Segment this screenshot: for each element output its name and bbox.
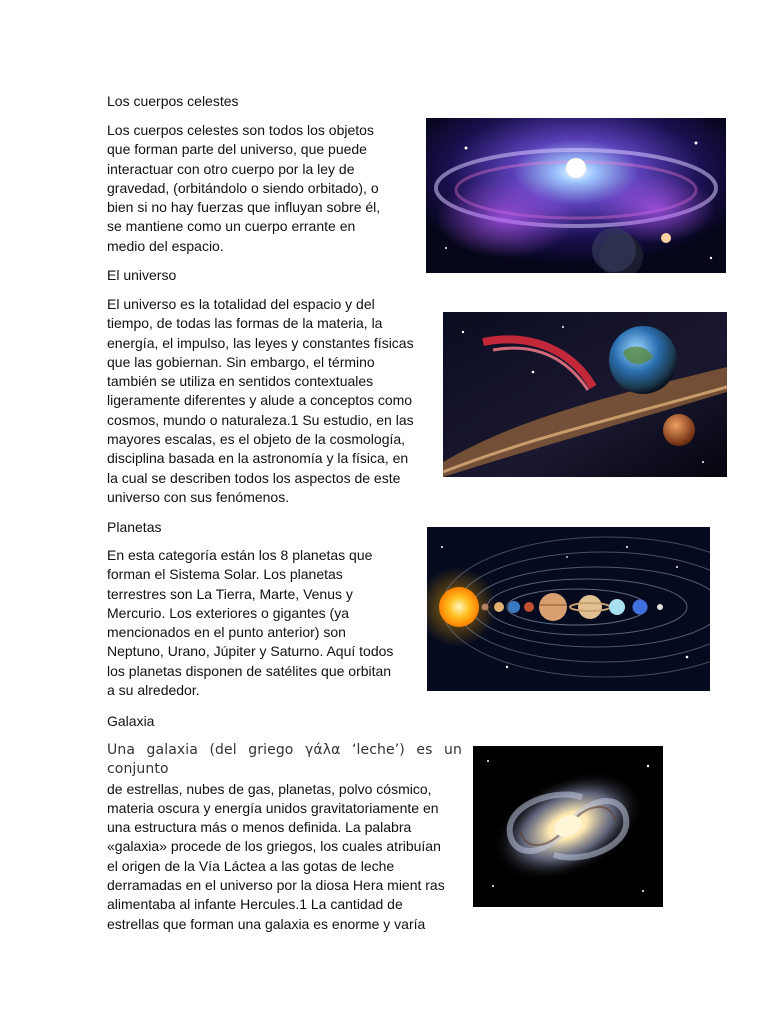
paragraph-galaxia bbox=[107, 741, 462, 934]
text-line: los planetas disponen de satélites que orbitan bbox=[107, 662, 392, 679]
text-line: estrellas que forman una galaxia es enorme y varía bbox=[107, 915, 426, 932]
text-line: también se utiliza en sentidos contextuales bbox=[107, 373, 374, 390]
solar-system-image bbox=[427, 527, 710, 691]
section-heading-universo: El universo bbox=[107, 267, 177, 283]
planets-space-image bbox=[443, 312, 727, 477]
text-line: el origen de la Vía Láctea a las gotas de leche bbox=[107, 857, 395, 874]
text-line: a su alrededor. bbox=[107, 682, 200, 699]
paragraph-cuerpos-celestes bbox=[107, 121, 407, 256]
text-line: una estructura más o menos definida. La palabra bbox=[107, 819, 412, 836]
text-line: derramadas en el universo por la diosa Hera mient ras bbox=[107, 877, 445, 894]
paragraph-planetas bbox=[107, 546, 415, 700]
text-line: El universo es la totalidad del espacio y del bbox=[107, 296, 375, 312]
text-line: tiempo, de todas las formas de la materia, la bbox=[107, 315, 383, 332]
text-line: ligeramente diferentes y alude a conceptos como bbox=[107, 392, 413, 409]
text-line: que las gobiernan. Sin embargo, el término bbox=[107, 353, 375, 370]
section-heading-galaxia: Galaxia bbox=[107, 713, 155, 729]
cosmic-nebula-image bbox=[426, 118, 726, 273]
text-line: forman el Sistema Solar. Los planetas bbox=[107, 566, 343, 583]
text-line: alimentaba al infante Hercules.1 La cantidad de bbox=[107, 896, 403, 913]
text-line: materia oscura y energía unidos gravitatoriamente en bbox=[107, 799, 439, 816]
text-line: medio del espacio. bbox=[107, 237, 224, 254]
text-line: se mantiene como un cuerpo errante en bbox=[107, 218, 356, 235]
spiral-galaxy-image bbox=[473, 746, 663, 907]
text-line: En esta categoría están los 8 planetas que bbox=[107, 547, 373, 563]
text-line: universo con sus fenómenos. bbox=[107, 488, 290, 505]
text-line: terrestres son La Tierra, Marte, Venus y bbox=[107, 585, 353, 602]
text-line: interactuar con otro cuerpo por la ley de bbox=[107, 160, 355, 177]
text-line: de estrellas, nubes de gas, planetas, polvo cósmico, bbox=[107, 780, 432, 797]
section-heading-cuerpos-celestes: Los cuerpos celestes bbox=[107, 93, 239, 109]
text-line: bien si no hay fuerzas que influyan sobre él, bbox=[107, 199, 381, 216]
text-line: Los cuerpos celestes son todos los objetos bbox=[107, 122, 374, 138]
text-line: Neptuno, Urano, Júpiter y Saturno. Aquí todos bbox=[107, 643, 394, 660]
text-line: Mercurio. Los exteriores o gigantes (ya bbox=[107, 604, 349, 621]
text-line: que forman parte del universo, que puede bbox=[107, 141, 367, 158]
section-heading-planetas: Planetas bbox=[107, 519, 162, 535]
text-line: energía, el impulso, las leyes y constantes físicas bbox=[107, 334, 414, 351]
text-line: gravedad, (orbitándolo o siendo orbitado), o bbox=[107, 179, 379, 196]
text-line: la cual se describen todos los aspectos de este bbox=[107, 469, 401, 486]
paragraph-universo bbox=[107, 295, 433, 507]
text-line: disciplina basada en la astronomía y la física, en bbox=[107, 450, 409, 467]
text-line: mencionados en el punto anterior) son bbox=[107, 624, 346, 641]
text-line: Una galaxia (del griego γάλα ‘leche’) es un conjunto bbox=[107, 742, 462, 778]
text-line: «galaxia» procede de los griegos, los cuales atribuían bbox=[107, 838, 441, 855]
text-line: cosmos, mundo o naturaleza.1 Su estudio, en las bbox=[107, 411, 414, 428]
text-line: mayores escalas, es el objeto de la cosmología, bbox=[107, 431, 406, 448]
